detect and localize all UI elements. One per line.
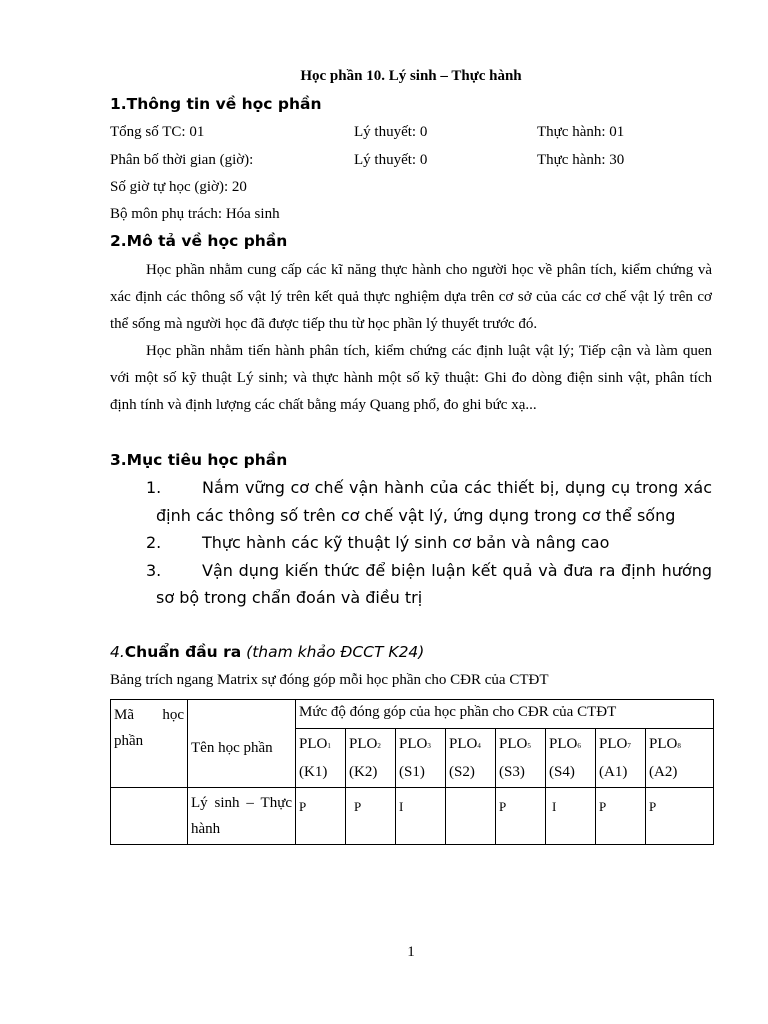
- row-value: I: [396, 788, 446, 845]
- row-value: I: [546, 788, 596, 845]
- section4-heading: [110, 643, 424, 661]
- section2-heading: 2.Mô tả về học phần: [110, 232, 288, 250]
- objective-text: Thực hành các kỹ thuật lý sinh cơ bản và nâng cao: [202, 533, 610, 552]
- self-study-hours: Số giờ tự học (giờ): 20: [110, 179, 247, 195]
- objective-number: 3.: [146, 560, 162, 580]
- plo-header: PLO8 (A2): [646, 729, 714, 788]
- section3-heading: 3.Mục tiêu học phần: [110, 451, 288, 469]
- plo-header: PLO4 (S2): [446, 729, 496, 788]
- department: Bộ môn phụ trách: Hóa sinh: [110, 206, 280, 222]
- plo-header: PLO2 (K2): [346, 729, 396, 788]
- row-value: P: [296, 788, 346, 845]
- objective-item: [110, 557, 712, 612]
- plo-header: PLO1 (K1): [296, 729, 346, 788]
- document-title: Học phần 10. Lý sinh – Thực hành: [300, 68, 522, 84]
- theory-hours: Lý thuyết: 0: [354, 152, 428, 168]
- header-contribution-level: Mức độ đóng góp của học phần cho CĐR của CTĐT: [296, 700, 714, 729]
- objective-item: [110, 474, 712, 529]
- row-value: P: [496, 788, 546, 845]
- time-allocation: Phân bố thời gian (giờ):: [110, 152, 254, 168]
- contribution-matrix-table: [110, 699, 714, 845]
- description-paragraph-2: Học phần nhằm tiến hành phân tích, kiểm chứng các định luật vật lý; Tiếp cận và làm quen với một số kỹ thuật Lý sinh; và thực hành một số kỹ thuật: Ghi đo dòng điện sinh vật, phân tích định tính và định lượng các chất bằng máy Quang phổ, đo ghi bức xạ...: [110, 343, 712, 413]
- section4-title: Chuẩn đầu ra: [124, 643, 242, 661]
- row-value: P: [596, 788, 646, 845]
- plo-header: PLO7 (A1): [596, 729, 646, 788]
- page-number: 1: [407, 944, 415, 960]
- row-course-name: Lý sinh – Thực hành: [188, 788, 296, 845]
- objectives-list: [110, 474, 712, 612]
- description-paragraph-1: Học phần nhằm cung cấp các kĩ năng thực hành cho người học về phân tích, kiểm chứng và xác định các thông số vật lý trên kết quả thực nghiệm dựa trên cơ sở của các cơ chế vật lý trên cơ thể sống mà người học đã được tiếp thu từ học phần lý thuyết trước đó.: [110, 262, 712, 332]
- table-caption: Bảng trích ngang Matrix sự đóng góp mỗi học phần cho CĐR của CTĐT: [110, 672, 549, 688]
- section4-number: 4.: [110, 643, 125, 661]
- objective-number: 2.: [146, 533, 162, 552]
- section1-heading: 1.Thông tin về học phần: [110, 95, 322, 113]
- practice-hours: Thực hành: 30: [537, 152, 625, 168]
- header-course-code: Mã học phần: [111, 700, 188, 788]
- objective-text: Nắm vững cơ chế vận hành của các thiết bị, dụng cụ trong xác định các thông số trên cơ chế vật lý, ứng dụng trong cơ thể sống: [156, 478, 712, 525]
- total-credits: Tổng số TC: 01: [110, 124, 205, 140]
- objective-text: Vận dụng kiến thức để biện luận kết quả và đưa ra định hướng sơ bộ trong chẩn đoán và điều trị: [156, 560, 712, 607]
- objective-number: 1.: [146, 478, 162, 497]
- practice-credits: Thực hành: 01: [537, 124, 625, 140]
- row-value: P: [346, 788, 396, 845]
- description: [110, 257, 712, 419]
- plo-header: PLO6 (S4): [546, 729, 596, 788]
- header-course-name: Tên học phần: [188, 700, 296, 788]
- theory-credits: Lý thuyết: 0: [354, 124, 428, 140]
- plo-header: PLO3 (S1): [396, 729, 446, 788]
- row-value: [446, 788, 496, 845]
- row-value: P: [646, 788, 714, 845]
- plo-header: PLO5 (S3): [496, 729, 546, 788]
- row-course-code: [111, 788, 188, 845]
- section4-reference: (tham khảo ĐCCT K24): [246, 643, 425, 661]
- objective-item: [110, 529, 712, 557]
